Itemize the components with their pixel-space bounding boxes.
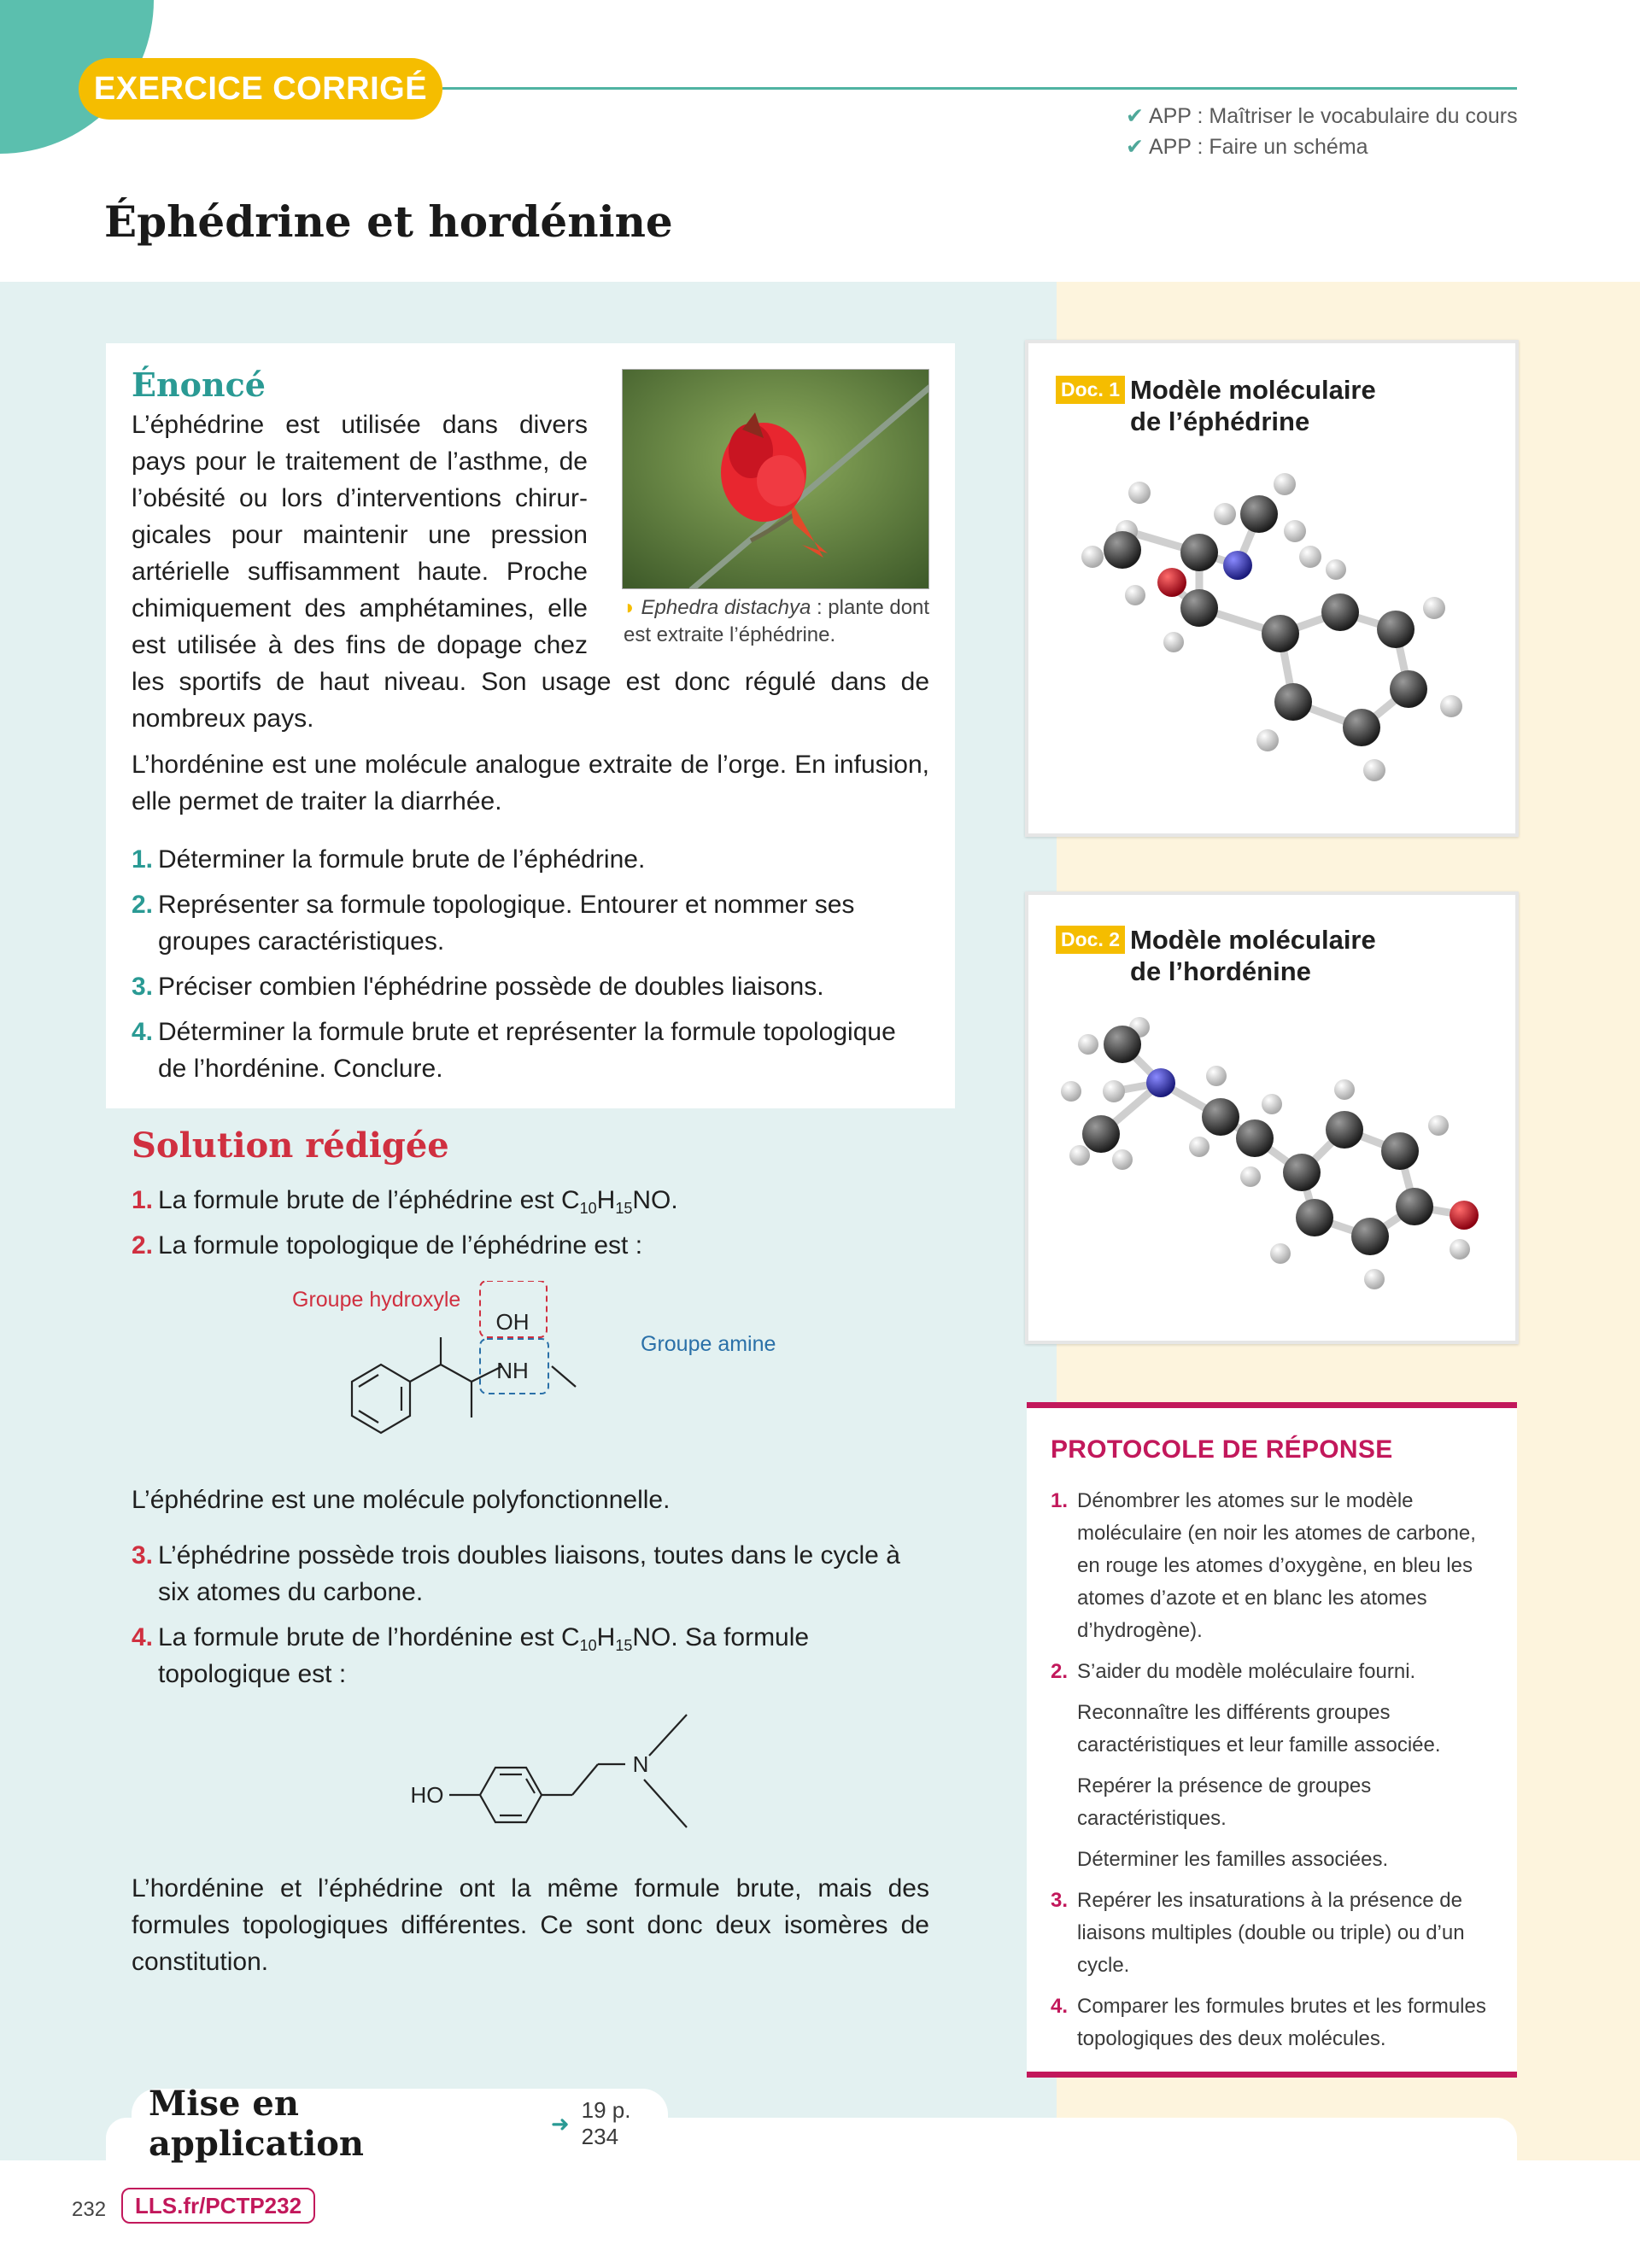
check-icon: ✔: [1126, 135, 1144, 159]
hordenine-topological-formula: [401, 1708, 709, 1836]
hordenine-ball-model: [1046, 997, 1507, 1339]
protocol-steps: [1051, 1485, 1503, 2064]
doc2-header: Doc. 2 Modèle moléculaire de l’hordénine: [1056, 924, 1376, 987]
doc1-label: Doc. 1: [1056, 376, 1125, 404]
ho-label: HO: [410, 1782, 444, 1808]
doc2-card: [1025, 891, 1519, 1344]
check-icon: ✔: [1126, 104, 1144, 128]
arrow-right-icon: ➜: [550, 2110, 570, 2136]
nh-label: NH: [496, 1358, 529, 1383]
header-divider: [442, 87, 1517, 90]
protocol-substep: Déterminer les familles associées.: [1077, 1848, 1389, 1871]
question-item: 4. Déterminer la formule brute et représenter la formule topologique de l’hordénine. Conclure.: [132, 1018, 896, 1083]
exercise-badge: EXERCICE CORRIGÉ: [79, 58, 442, 120]
protocol-substep: Repérer la présence de groupes caractéristiques.: [1077, 1774, 1372, 1830]
skill-item: ✔ APP : Faire un schéma: [1126, 135, 1368, 159]
protocol-box: [1027, 1402, 1517, 2078]
questions-list: [132, 841, 929, 1096]
ephedrine-ball-model: [1063, 446, 1490, 821]
amine-annotation: Groupe amine: [641, 1332, 776, 1356]
oh-label: OH: [495, 1309, 530, 1335]
question-item: 1. Déterminer la formule brute de l’éphédrine.: [132, 845, 646, 874]
enonce-para2: L’hordénine est une molécule analogue extraite de l’orge. En infusion, elle permet de traiter la diarrhée.: [132, 751, 929, 815]
protocol-step: 2. S’aider du modèle moléculaire fourni.: [1051, 1660, 1416, 1683]
enonce-heading: Énoncé: [132, 365, 266, 404]
solution-list-b: [132, 1537, 929, 1701]
protocol-step: 3. Repérer les insaturations à la présence de liaisons multiples (double ou triple) ou d’un cycle.: [1051, 1889, 1465, 1977]
solution-item: 3. L’éphédrine possède trois doubles liaisons, toutes dans le cycle à six atomes du carbone.: [132, 1541, 900, 1606]
ephedra-photo: [622, 369, 929, 589]
protocol-step: 1. Dénombrer les atomes sur le modèle moléculaire (en noir les atomes de carbone, en rouge les atomes d’oxygène, en bleu les atomes d’azote et en blanc les atomes d’hydrogène).: [1051, 1489, 1476, 1642]
doc2-label: Doc. 2: [1056, 926, 1125, 954]
enonce-intro-cont: les sportifs de haut niveau. Son usage est donc régulé dans de nombreux pays.: [132, 668, 929, 733]
protocol-substep: Reconnaître les différents groupes caractéristiques et leur famille associée.: [1077, 1701, 1441, 1757]
solution-item: 2. La formule topologique de l’éphédrine est :: [132, 1231, 643, 1260]
skill-item: ✔ APP : Maîtriser le vocabulaire du cours: [1126, 104, 1518, 128]
lls-link[interactable]: LLS.fr/PCTP232: [121, 2188, 315, 2224]
plant-image: [623, 370, 929, 589]
solution-heading: Solution rédigée: [132, 1125, 449, 1166]
question-item: 2. Représenter sa formule topologique. Entourer et nommer ses groupes caractéristiques.: [132, 891, 855, 956]
protocol-heading: PROTOCOLE DE RÉPONSE: [1051, 1435, 1393, 1464]
caption-marker-icon: ◗: [624, 596, 636, 619]
doc1-card: [1025, 340, 1519, 837]
skills-list: [1126, 101, 1518, 162]
hydroxyl-annotation: Groupe hydroxyle: [292, 1288, 461, 1312]
polyfunctional-statement: L’éphédrine est une molécule polyfonctionnelle.: [132, 1486, 671, 1514]
solution-list-a: [132, 1182, 952, 1272]
conclusion: L’hordénine et l’éphédrine ont la même formule brute, mais des formules topologiques différentes. Ce sont donc deux isomères de constitution.: [132, 1874, 929, 1976]
mise-en-application[interactable]: [132, 2084, 668, 2164]
protocol-step: 4. Comparer les formules brutes et les formules topologiques des deux molécules.: [1051, 1995, 1486, 2050]
solution-item: 4. La formule brute de l’hordénine est $C_{10}H_{15}NO$. Sa formule topologique est :: [132, 1623, 810, 1688]
page-number: 232: [72, 2198, 107, 2221]
mise-reference[interactable]: 19 p. 234: [581, 2097, 631, 2149]
photo-caption: ◗ Ephedra distachya : plante dont est extraite l’éphédrine.: [624, 596, 930, 646]
question-item: 3. Préciser combien l'éphédrine possède de doubles liaisons.: [132, 973, 824, 1001]
doc1-header: Doc. 1 Modèle moléculaire de l’éphédrine: [1056, 374, 1376, 437]
solution-item: 1. La formule brute de l’éphédrine est $C_{10}H_{15}NO$.: [132, 1186, 678, 1217]
page-title: Éphédrine et hordénine: [104, 196, 673, 247]
enonce-intro: L’éphédrine est utilisée dans divers pays pour le traitement de l’asthme, de l’obésité ou lors d’interventions chirur- gicales pour maintenir une pression artérielle suffisamment haute. Proche chimiquement des amphétamines, elle est utilisée à des fins de dopage chez: [132, 411, 588, 659]
mise-title: Mise en application: [149, 2084, 364, 2164]
n-label: N: [632, 1751, 649, 1777]
